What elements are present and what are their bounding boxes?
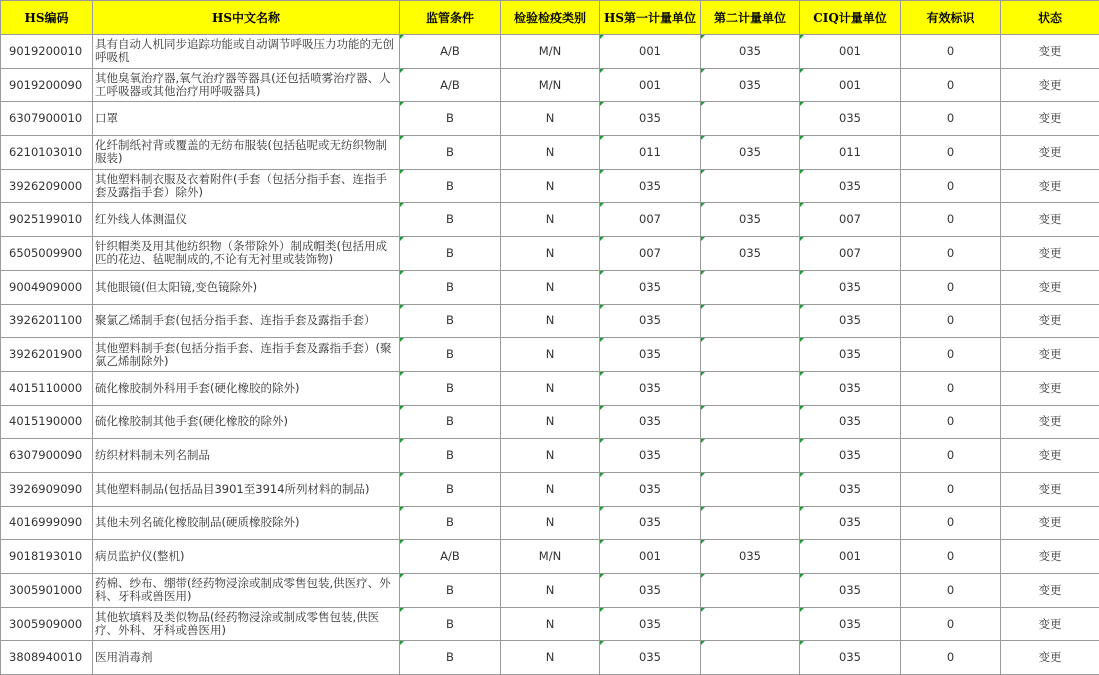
valid-flag-cell: 0: [901, 102, 1001, 136]
inspection-cell: N: [501, 607, 600, 641]
table-row: [1, 338, 1099, 372]
first-unit-cell: 035: [600, 439, 701, 473]
hs-code-cell: 3808940010: [1, 641, 93, 675]
status-cell: 变更: [1001, 574, 1099, 608]
header-hs-code: HS编码: [1, 1, 93, 35]
table-row: [1, 68, 1099, 102]
first-unit-cell: 035: [600, 607, 701, 641]
inspection-cell: N: [501, 574, 600, 608]
valid-flag-cell: 0: [901, 304, 1001, 338]
supervision-cell: B: [400, 203, 501, 237]
second-unit-cell: [701, 607, 800, 641]
first-unit-cell: 035: [600, 405, 701, 439]
valid-flag-cell: 0: [901, 136, 1001, 170]
header-second-unit: 第二计量单位: [701, 1, 800, 35]
second-unit-cell: [701, 574, 800, 608]
status-cell: 变更: [1001, 472, 1099, 506]
second-unit-cell: [701, 405, 800, 439]
status-cell: 变更: [1001, 540, 1099, 574]
status-cell: 变更: [1001, 371, 1099, 405]
status-cell: 变更: [1001, 405, 1099, 439]
inspection-cell: N: [501, 641, 600, 675]
header-status: 状态: [1001, 1, 1099, 35]
inspection-cell: N: [501, 237, 600, 271]
supervision-cell: B: [400, 506, 501, 540]
ciq-unit-cell: 035: [800, 506, 901, 540]
supervision-cell: B: [400, 472, 501, 506]
second-unit-cell: [701, 439, 800, 473]
status-cell: 变更: [1001, 338, 1099, 372]
first-unit-cell: 011: [600, 136, 701, 170]
first-unit-cell: 007: [600, 203, 701, 237]
ciq-unit-cell: 035: [800, 472, 901, 506]
hs-code-cell: 9019200090: [1, 68, 93, 102]
valid-flag-cell: 0: [901, 203, 1001, 237]
status-cell: 变更: [1001, 136, 1099, 170]
supervision-cell: A/B: [400, 68, 501, 102]
inspection-cell: N: [501, 472, 600, 506]
first-unit-cell: 035: [600, 371, 701, 405]
inspection-cell: M/N: [501, 68, 600, 102]
supervision-cell: A/B: [400, 540, 501, 574]
hs-code-cell: 9019200010: [1, 35, 93, 69]
hs-code-cell: 6505009900: [1, 237, 93, 271]
table-row: [1, 169, 1099, 203]
ciq-unit-cell: 035: [800, 607, 901, 641]
second-unit-cell: 035: [701, 203, 800, 237]
hs-code-cell: 6210103010: [1, 136, 93, 170]
hs-code-cell: 3926209000: [1, 169, 93, 203]
table-row: [1, 574, 1099, 608]
second-unit-cell: 035: [701, 35, 800, 69]
table-row: [1, 136, 1099, 170]
hs-name-cell: 硫化橡胶制外科用手套(硬化橡胶的除外): [93, 371, 400, 405]
hs-name-cell: 其他软填料及类似物品(经药物浸涂或制成零售包装,供医疗、外科、牙科或兽医用): [93, 607, 400, 641]
valid-flag-cell: 0: [901, 641, 1001, 675]
first-unit-cell: 001: [600, 540, 701, 574]
hs-code-cell: 3926909090: [1, 472, 93, 506]
hs-name-cell: 其他眼镜(但太阳镜,变色镜除外): [93, 270, 400, 304]
ciq-unit-cell: 001: [800, 540, 901, 574]
inspection-cell: N: [501, 506, 600, 540]
inspection-cell: N: [501, 338, 600, 372]
ciq-unit-cell: 011: [800, 136, 901, 170]
first-unit-cell: 035: [600, 304, 701, 338]
inspection-cell: N: [501, 136, 600, 170]
hs-code-cell: 4015190000: [1, 405, 93, 439]
inspection-cell: M/N: [501, 35, 600, 69]
second-unit-cell: [701, 169, 800, 203]
table-row: [1, 540, 1099, 574]
header-supervision: 监管条件: [400, 1, 501, 35]
valid-flag-cell: 0: [901, 371, 1001, 405]
valid-flag-cell: 0: [901, 68, 1001, 102]
inspection-cell: N: [501, 203, 600, 237]
table-row: [1, 506, 1099, 540]
table-row: [1, 203, 1099, 237]
status-cell: 变更: [1001, 641, 1099, 675]
supervision-cell: B: [400, 338, 501, 372]
valid-flag-cell: 0: [901, 472, 1001, 506]
hs-code-cell: 3926201100: [1, 304, 93, 338]
hs-name-cell: 其他臭氧治疗器,氧气治疗器等器具(还包括喷雾治疗器、人工呼吸器或其他治疗用呼吸器具): [93, 68, 400, 102]
inspection-cell: N: [501, 270, 600, 304]
first-unit-cell: 035: [600, 270, 701, 304]
status-cell: 变更: [1001, 102, 1099, 136]
first-unit-cell: 035: [600, 574, 701, 608]
ciq-unit-cell: 035: [800, 439, 901, 473]
status-cell: 变更: [1001, 304, 1099, 338]
inspection-cell: N: [501, 405, 600, 439]
ciq-unit-cell: 035: [800, 641, 901, 675]
supervision-cell: B: [400, 607, 501, 641]
valid-flag-cell: 0: [901, 540, 1001, 574]
ciq-unit-cell: 001: [800, 35, 901, 69]
valid-flag-cell: 0: [901, 169, 1001, 203]
supervision-cell: B: [400, 102, 501, 136]
supervision-cell: B: [400, 304, 501, 338]
second-unit-cell: [701, 338, 800, 372]
second-unit-cell: [701, 371, 800, 405]
table-row: [1, 237, 1099, 271]
ciq-unit-cell: 007: [800, 237, 901, 271]
table-row: [1, 270, 1099, 304]
table-row: [1, 472, 1099, 506]
inspection-cell: N: [501, 102, 600, 136]
table-row: [1, 371, 1099, 405]
inspection-cell: N: [501, 371, 600, 405]
first-unit-cell: 001: [600, 35, 701, 69]
supervision-cell: B: [400, 371, 501, 405]
hs-code-cell: 6307900010: [1, 102, 93, 136]
table-row: [1, 405, 1099, 439]
supervision-cell: B: [400, 574, 501, 608]
table-row: [1, 35, 1099, 69]
status-cell: 变更: [1001, 169, 1099, 203]
ciq-unit-cell: 035: [800, 574, 901, 608]
hs-name-cell: 其他塑料制品(包括品目3901至3914所列材料的制品): [93, 472, 400, 506]
header-inspection: 检验检疫类别: [501, 1, 600, 35]
first-unit-cell: 035: [600, 169, 701, 203]
status-cell: 变更: [1001, 607, 1099, 641]
ciq-unit-cell: 035: [800, 169, 901, 203]
valid-flag-cell: 0: [901, 405, 1001, 439]
status-cell: 变更: [1001, 68, 1099, 102]
hs-code-cell: 3005901000: [1, 574, 93, 608]
valid-flag-cell: 0: [901, 607, 1001, 641]
second-unit-cell: 035: [701, 237, 800, 271]
header-valid-flag: 有效标识: [901, 1, 1001, 35]
ciq-unit-cell: 035: [800, 304, 901, 338]
supervision-cell: B: [400, 641, 501, 675]
inspection-cell: M/N: [501, 540, 600, 574]
hs-name-cell: 纺织材料制未列名制品: [93, 439, 400, 473]
second-unit-cell: [701, 472, 800, 506]
hs-code-cell: 4015110000: [1, 371, 93, 405]
hs-code-cell: 6307900090: [1, 439, 93, 473]
second-unit-cell: [701, 270, 800, 304]
status-cell: 变更: [1001, 35, 1099, 69]
status-cell: 变更: [1001, 270, 1099, 304]
valid-flag-cell: 0: [901, 270, 1001, 304]
second-unit-cell: 035: [701, 540, 800, 574]
ciq-unit-cell: 035: [800, 338, 901, 372]
valid-flag-cell: 0: [901, 506, 1001, 540]
ciq-unit-cell: 007: [800, 203, 901, 237]
second-unit-cell: 035: [701, 68, 800, 102]
header-first-unit: HS第一计量单位: [600, 1, 701, 35]
valid-flag-cell: 0: [901, 35, 1001, 69]
hs-name-cell: 化纤制纸衬背或覆盖的无纺布服装(包括毡呢或无纺织物制服装): [93, 136, 400, 170]
supervision-cell: B: [400, 270, 501, 304]
supervision-cell: B: [400, 439, 501, 473]
status-cell: 变更: [1001, 439, 1099, 473]
supervision-cell: B: [400, 136, 501, 170]
hs-name-cell: 药棉、纱布、绷带(经药物浸涂或制成零售包装,供医疗、外科、牙科或兽医用): [93, 574, 400, 608]
hs-code-cell: 9018193010: [1, 540, 93, 574]
hs-name-cell: 其他塑料制手套(包括分指手套、连指手套及露指手套）(聚氯乙烯制除外): [93, 338, 400, 372]
first-unit-cell: 035: [600, 641, 701, 675]
second-unit-cell: [701, 304, 800, 338]
status-cell: 变更: [1001, 203, 1099, 237]
table-row: [1, 102, 1099, 136]
hs-name-cell: 病员监护仪(整机): [93, 540, 400, 574]
table-row: [1, 641, 1099, 675]
status-cell: 变更: [1001, 506, 1099, 540]
first-unit-cell: 035: [600, 338, 701, 372]
ciq-unit-cell: 035: [800, 371, 901, 405]
hs-code-cell: 4016999090: [1, 506, 93, 540]
hs-name-cell: 具有自动人机同步追踪功能或自动调节呼吸压力功能的无创呼吸机: [93, 35, 400, 69]
hs-name-cell: 硫化橡胶制其他手套(硬化橡胶的除外): [93, 405, 400, 439]
table-row: [1, 439, 1099, 473]
hs-name-cell: 口罩: [93, 102, 400, 136]
hs-name-cell: 其他塑料制衣服及衣着附件(手套（包括分指手套、连指手套及露指手套）除外): [93, 169, 400, 203]
supervision-cell: B: [400, 237, 501, 271]
hs-code-cell: 9025199010: [1, 203, 93, 237]
hs-name-cell: 针织帽类及用其他纺织物（条带除外）制成帽类(包括用成匹的花边、毡呢制成的,不论有无衬里或装饰物): [93, 237, 400, 271]
header-row: [1, 1, 1099, 35]
first-unit-cell: 035: [600, 506, 701, 540]
second-unit-cell: 035: [701, 136, 800, 170]
valid-flag-cell: 0: [901, 439, 1001, 473]
ciq-unit-cell: 001: [800, 68, 901, 102]
first-unit-cell: 001: [600, 68, 701, 102]
valid-flag-cell: 0: [901, 574, 1001, 608]
inspection-cell: N: [501, 439, 600, 473]
hs-name-cell: 红外线人体测温仪: [93, 203, 400, 237]
hs-code-cell: 3926201900: [1, 338, 93, 372]
header-ciq-unit: CIQ计量单位: [800, 1, 901, 35]
ciq-unit-cell: 035: [800, 270, 901, 304]
hs-name-cell: 聚氯乙烯制手套(包括分指手套、连指手套及露指手套）: [93, 304, 400, 338]
valid-flag-cell: 0: [901, 338, 1001, 372]
table-row: [1, 607, 1099, 641]
second-unit-cell: [701, 102, 800, 136]
inspection-cell: N: [501, 304, 600, 338]
hs-name-cell: 其他未列名硫化橡胶制品(硬质橡胶除外): [93, 506, 400, 540]
supervision-cell: A/B: [400, 35, 501, 69]
status-cell: 变更: [1001, 237, 1099, 271]
ciq-unit-cell: 035: [800, 405, 901, 439]
hs-code-cell: 9004909000: [1, 270, 93, 304]
table-row: [1, 304, 1099, 338]
hs-name-cell: 医用消毒剂: [93, 641, 400, 675]
hs-code-cell: 3005909000: [1, 607, 93, 641]
supervision-cell: B: [400, 169, 501, 203]
first-unit-cell: 035: [600, 102, 701, 136]
second-unit-cell: [701, 641, 800, 675]
supervision-cell: B: [400, 405, 501, 439]
ciq-unit-cell: 035: [800, 102, 901, 136]
second-unit-cell: [701, 506, 800, 540]
inspection-cell: N: [501, 169, 600, 203]
first-unit-cell: 035: [600, 472, 701, 506]
first-unit-cell: 007: [600, 237, 701, 271]
header-hs-name: HS中文名称: [93, 1, 400, 35]
valid-flag-cell: 0: [901, 237, 1001, 271]
